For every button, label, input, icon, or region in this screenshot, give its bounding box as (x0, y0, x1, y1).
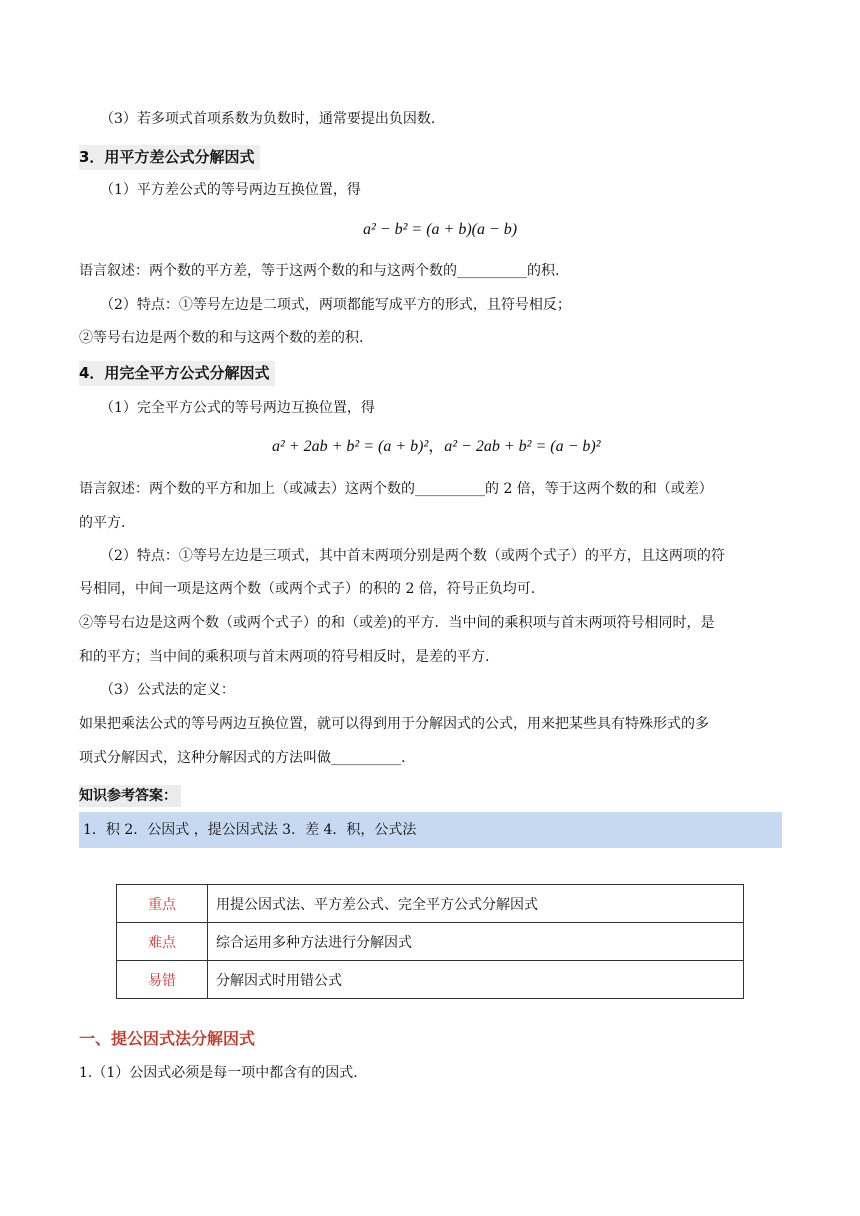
paragraph-perfect-square-feature-2a: ②等号右边是这两个数（或两个式子）的和（或差)的平方．当中间的乘积项与首末两项符号相同时，是 (79, 615, 715, 631)
paragraph-difference-of-squares-feature-2: ②等号右边是两个数的和与这两个数的差的积. (79, 330, 364, 346)
paragraph-difference-of-squares-intro: （1）平方差公式的等号两边互换位置，得 (100, 182, 361, 198)
paragraph-formula-method-definition-title: （3）公式法的定义： (100, 682, 235, 698)
paragraph-difference-of-squares-words: 语言叙述：两个数的平方差，等于这两个数的和与这两个数的__________的积. (79, 263, 560, 279)
key-point-label: 易错 (117, 961, 208, 999)
answer-box: 1．积 2．公因式 ，提公因式法 3．差 4．积，公式法 (79, 812, 782, 848)
heading-perfect-square: 4．用完全平方公式分解因式 (79, 361, 275, 386)
formula-perfect-square-minus: a² − 2ab + b² = (a − b)² (444, 438, 601, 455)
key-points-table (116, 884, 744, 999)
paragraph-common-factor-item-1: 1.（1）公因式必须是每一项中都含有的因式. (79, 1065, 358, 1081)
heading-difference-of-squares: 3．用平方差公式分解因式 (79, 145, 260, 170)
paragraph-difference-of-squares-feature-1: （2）特点：①等号左边是二项式，两项都能写成平方的形式，且符号相反； (100, 297, 571, 313)
table-row (117, 961, 744, 999)
paragraph-perfect-square-feature-1b: 号相同，中间一项是这两个数（或两个式子）的积的 2 倍，符号正负均可. (79, 581, 536, 597)
formula-perfect-square-plus: a² + 2ab + b² = (a + b)² (272, 438, 429, 455)
table-row (117, 885, 744, 923)
paragraph-formula-method-definition-b: 项式分解因式，这种分解因式的方法叫做__________. (79, 750, 406, 766)
key-point-value: 分解因式时用错公式 (208, 961, 744, 999)
key-point-value: 用提公因式法、平方差公式、完全平方公式分解因式 (208, 885, 744, 923)
table-row (117, 923, 744, 961)
paragraph-formula-method-definition-a: 如果把乘法公式的等号两边互换位置，就可以得到用于分解因式的公式，用来把某些具有特殊形式的多 (79, 716, 709, 732)
paragraph-perfect-square-feature-2b: 和的平方；当中间的乘积项与首末两项的符号相反时，是差的平方. (79, 649, 490, 665)
formula-difference-of-squares: a² − b² = (a + b)(a − b) (363, 221, 518, 238)
key-point-label: 难点 (117, 923, 208, 961)
section-title-common-factor: 一、提公因式法分解因式 (79, 1029, 256, 1048)
answer-label: 知识参考答案： (79, 785, 181, 807)
paragraph-perfect-square-intro: （1）完全平方公式的等号两边互换位置，得 (100, 400, 375, 416)
paragraph-note-negative-coefficient: （3）若多项式首项系数为负数时，通常要提出负因数. (100, 111, 436, 127)
paragraph-perfect-square-words-b: 的平方. (79, 515, 126, 531)
formula-separator: ， (428, 438, 445, 455)
paragraph-perfect-square-feature-1a: （2）特点：①等号左边是三项式，其中首末两项分别是两个数（或两个式子）的平方，且这两项的符 (100, 548, 725, 564)
key-point-value: 综合运用多种方法进行分解因式 (208, 923, 744, 961)
formula-perfect-square-group (272, 436, 600, 458)
key-point-label: 重点 (117, 885, 208, 923)
paragraph-perfect-square-words-a: 语言叙述：两个数的平方和加上（或减去）这两个数的__________的 2 倍，等于这两个数的和（或差） (79, 481, 713, 497)
